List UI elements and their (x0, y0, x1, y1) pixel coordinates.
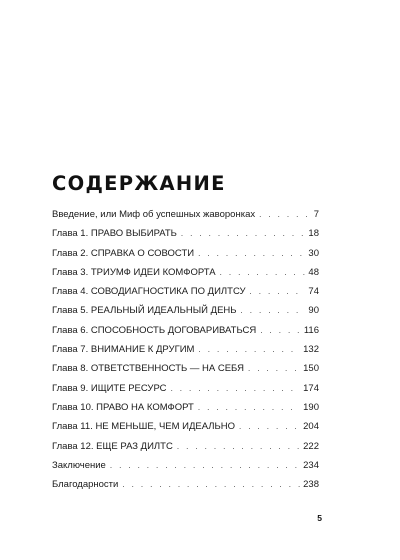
toc-entry-label: Глава 10. ПРАВО НА КОМФОРТ (52, 401, 194, 413)
toc-entry (52, 263, 319, 282)
page-title: СОДЕРЖАНИЕ (52, 172, 226, 195)
toc-entry-page: 174 (303, 382, 319, 394)
toc-dot-leader (250, 282, 306, 301)
toc-dot-leader (198, 244, 305, 263)
toc-dot-leader (198, 398, 300, 417)
toc-entry-label: Глава 1. ПРАВО ВЫБИРАТЬ (52, 228, 177, 240)
toc-entry (52, 340, 319, 359)
toc-entry-label: Глава 3. ТРИУМФ ИДЕИ КОМФОРТА (52, 266, 216, 278)
toc-entry (52, 456, 319, 475)
toc-entry-label: Глава 12. ЕЩЕ РАЗ ДИЛТС (52, 440, 173, 452)
toc-dot-leader (122, 475, 300, 494)
toc-entry-page: 234 (303, 459, 319, 471)
toc-entry-page: 150 (303, 363, 319, 375)
toc-entry (52, 437, 319, 456)
toc-entry-label: Благодарности (52, 479, 119, 491)
toc-dot-leader (181, 224, 306, 243)
toc-dot-leader (177, 437, 300, 456)
toc-entry-page: 18 (308, 228, 319, 240)
toc-entry-label: Глава 7. ВНИМАНИЕ К ДРУГИМ (52, 344, 195, 356)
toc-dot-leader (198, 340, 300, 359)
toc-entry (52, 224, 319, 243)
toc-entry-page: 30 (308, 247, 319, 259)
toc-entry (52, 301, 319, 320)
toc-entry (52, 417, 319, 436)
toc-entry-page: 90 (308, 305, 319, 317)
toc-entry-page: 7 (313, 209, 319, 220)
toc-entry (52, 282, 319, 301)
table-of-contents (52, 205, 319, 494)
toc-entry-page: 116 (303, 324, 319, 336)
toc-entry-page: 74 (308, 286, 319, 298)
toc-entry (52, 359, 319, 378)
toc-entry-label: Глава 6. СПОСОБНОСТЬ ДОГОВАРИВАТЬСЯ (52, 324, 257, 336)
toc-entry (52, 205, 319, 224)
toc-entry-label: Глава 11. НЕ МЕНЬШЕ, ЧЕМ ИДЕАЛЬНО (52, 421, 236, 433)
toc-entry-label: Введение, или Миф об успешных жаворонках (52, 209, 256, 220)
toc-dot-leader (171, 379, 301, 398)
toc-entry-page: 222 (303, 440, 319, 452)
toc-dot-leader (241, 301, 306, 320)
toc-entry (52, 398, 319, 417)
toc-dot-leader (220, 263, 306, 282)
toc-dot-leader (110, 456, 300, 475)
toc-entry-page: 132 (303, 344, 319, 356)
toc-entry-label: Глава 2. СПРАВКА О СОВОСТИ (52, 247, 195, 259)
toc-dot-leader (239, 417, 300, 436)
toc-entry (52, 244, 319, 263)
toc-entry (52, 379, 319, 398)
toc-dot-leader (260, 321, 301, 340)
toc-entry-page: 204 (303, 421, 319, 433)
toc-entry-label: Глава 5. РЕАЛЬНЫЙ ИДЕАЛЬНЫЙ ДЕНЬ (52, 305, 237, 317)
toc-entry-label: Глава 8. ОТВЕТСТВЕННОСТЬ — НА СЕБЯ (52, 363, 245, 375)
toc-entry (52, 475, 319, 494)
toc-entry-label: Глава 4. СОВОДИАГНОСТИКА ПО ДИЛТСУ (52, 286, 246, 298)
toc-entry-label: Глава 9. ИЩИТЕ РЕСУРС (52, 382, 167, 394)
toc-entry-page: 238 (303, 479, 319, 491)
toc-entry-label: Заключение (52, 459, 106, 471)
toc-entry (52, 321, 319, 340)
toc-dot-leader (248, 359, 300, 378)
page-number: 5 (317, 513, 322, 523)
toc-entry-page: 48 (308, 266, 319, 278)
toc-entry-page: 190 (303, 401, 319, 413)
toc-dot-leader (259, 205, 311, 224)
